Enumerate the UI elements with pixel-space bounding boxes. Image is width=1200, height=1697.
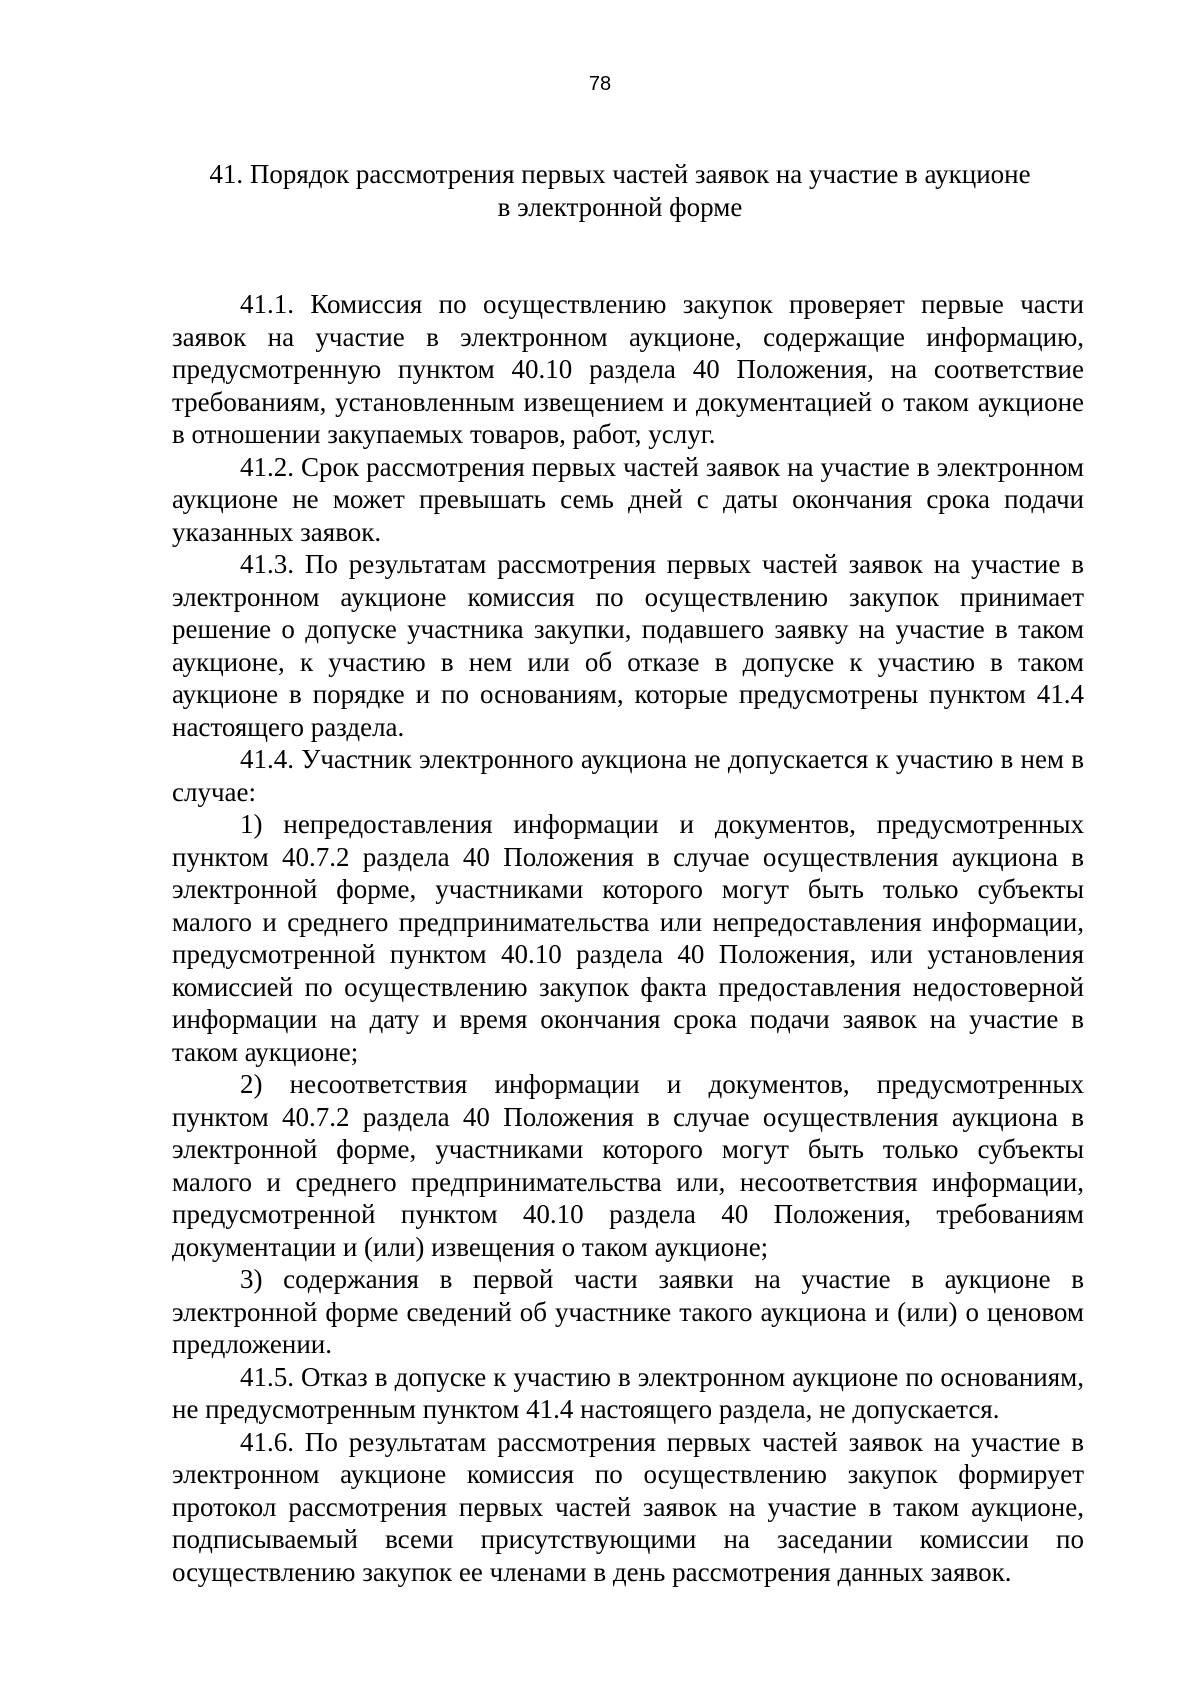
list-item-1: 1) непредоставления информации и документов, предусмотренных пунктом 40.7.2 раздела 40 Положения в случае осуществления аукциона в электронной форме, участниками которого могут быть только субъекты малого и среднего предпринимательства или непредоставления информации, предусмотренной пунктом 40.10 раздела 40 Положения, или установления комиссией по осуществлению закупок факта предоставления недостоверной информации на дату и время окончания срока подачи заявок на участие в таком аукционе;: [172, 809, 1084, 1067]
section-title-line-1: 41. Порядок рассмотрения первых частей заявок на участие в аукционе: [209, 159, 1031, 189]
paragraph-41-2: 41.2. Срок рассмотрения первых частей заявок на участие в электронном аукционе не может превышать семь дней с даты окончания срока подачи указанных заявок.: [172, 451, 1084, 547]
paragraph-41-6: 41.6. По результатам рассмотрения первых частей заявок на участие в электронном аукционе комиссия по осуществлению закупок формирует протокол рассмотрения первых частей заявок на участие в таком аукционе, подписываемый всеми присутствующими на заседании комиссии по осуществлению закупок ее членами в день рассмотрения данных заявок.: [172, 1426, 1084, 1587]
section-title: [150, 158, 1090, 224]
list-item-2: 2) несоответствия информации и документов, предусмотренных пунктом 40.7.2 раздела 40 Положения в случае осуществления аукциона в электронной форме, участниками которого могут быть только субъекты малого и среднего предпринимательства или, несоответствия информации, предусмотренной пунктом 40.10 раздела 40 Положения, требованиям документации и (или) извещения о таком аукционе;: [172, 1069, 1084, 1262]
list-item-3: 3) содержания в первой части заявки на участие в аукционе в электронной форме сведений об участнике такого аукциона и (или) о ценовом предложении.: [172, 1264, 1084, 1359]
paragraph-41-1: 41.1. Комиссия по осуществлению закупок проверяет первые части заявок на участие в электронном аукционе, содержащие информацию, предусмотренную пунктом 40.10 раздела 40 Положения, на соответствие требованиям, установленным извещением и документацией о таком аукционе в отношении закупаемых товаров, работ, услуг.: [172, 289, 1084, 449]
section-title-line-2: в электронной форме: [497, 192, 743, 222]
page-number: 78: [588, 73, 612, 95]
document-body: [172, 288, 1084, 1588]
paragraph-41-4: 41.4. Участник электронного аукциона не допускается к участию в нем в случае:: [172, 744, 1084, 807]
paragraph-41-5: 41.5. Отказ в допуске к участию в электронном аукционе по основаниям, не предусмотренным пунктом 41.4 настоящего раздела, не допускается.: [172, 1361, 1084, 1424]
paragraph-41-3: 41.3. По результатам рассмотрения первых частей заявок на участие в электронном аукционе комиссия по осуществлению закупок принимает решение о допуске участника закупки, подавшего заявку на участие в таком аукционе, к участию в нем или об отказе в допуске к участию в таком аукционе в порядке и по основаниям, которые предусмотрены пунктом 41.4 настоящего раздела.: [172, 549, 1084, 742]
